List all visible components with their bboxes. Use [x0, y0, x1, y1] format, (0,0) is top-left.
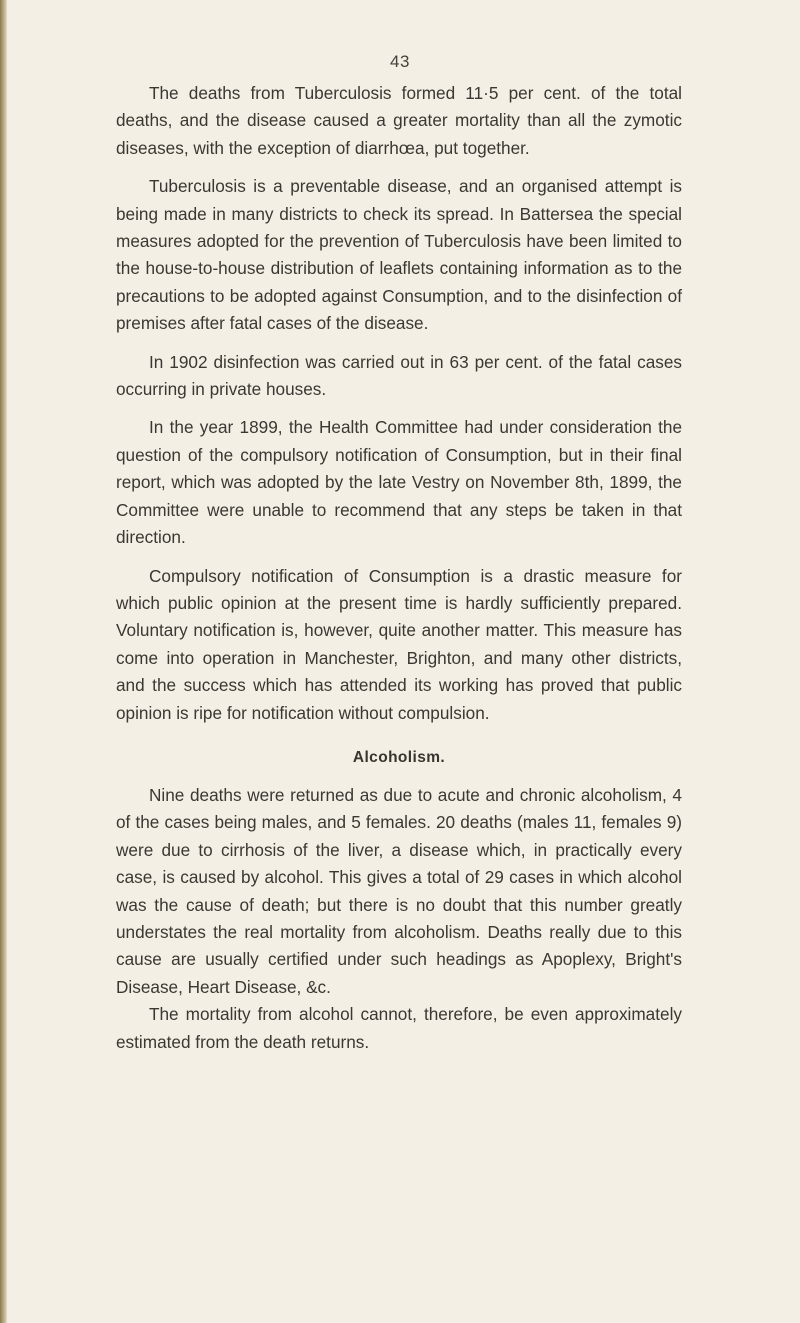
paragraph-alcoholism-deaths: Nine deaths were returned as due to acute and chronic alcoholism, 4 of the cases being males, and 5 females. 20 deaths (males 11, females 9) were due to cirrhosis of the liver, a disease which, in practically every case, is caused by alcohol. This gives a total of 29 cases in which alcohol was the cause of death; but there is no doubt that this number greatly understates the real mortality from alcoholism. Deaths really due to this cause are usually certified under such headings as Apoplexy, Bright's Disease, Heart Disease, &c.	[116, 784, 682, 997]
paragraph-tuberculosis-prevention: Tuberculosis is a preventable disease, and an organised attempt is being made in many districts to check its spread. In Battersea the special measures adopted for the prevention of Tuberculosis have been limited to the house-to-house distribution of leaflets containing information as to the precautions to be adopted against Consumption, and to the disinfection of premises after fatal cases of the disease.	[116, 176, 682, 334]
paragraph-compulsory-notification: Compulsory notification of Consumption is a drastic measure for which public opinion at the present time is hardly sufficiently prepared. Voluntary notification is, however, quite another matter. This measure has come into operation in Manchester, Brighton, and many other districts, and the success which has attended its working has proved that public opinion is ripe for notification without compulsion.	[116, 565, 682, 723]
paragraph-tuberculosis-deaths: The deaths from Tuberculosis formed 11·5 per cent. of the total deaths, and the disease caused a greater mortality than all the zymotic diseases, with the exception of diarrhœa, put together.	[116, 83, 682, 158]
paragraph-health-committee-1899: In the year 1899, the Health Committee had under consideration the question of the compulsory notification of Consumption, but in their final report, which was adopted by the late Vestry on November 8th, 1899, the Committee were unable to recommend that any steps be taken in that direction.	[116, 417, 682, 548]
paragraph-disinfection-1902: In 1902 disinfection was carried out in 63 per cent. of the fatal cases occurring in private houses.	[116, 351, 682, 400]
page-number: 43	[390, 52, 410, 71]
paragraph-alcohol-mortality: The mortality from alcohol cannot, therefore, be even approximately estimated from the death returns.	[116, 1004, 682, 1052]
book-spine-edge	[0, 0, 7, 1323]
page-body	[116, 80, 682, 1067]
section-heading-alcoholism: Alcoholism.	[352, 748, 446, 766]
